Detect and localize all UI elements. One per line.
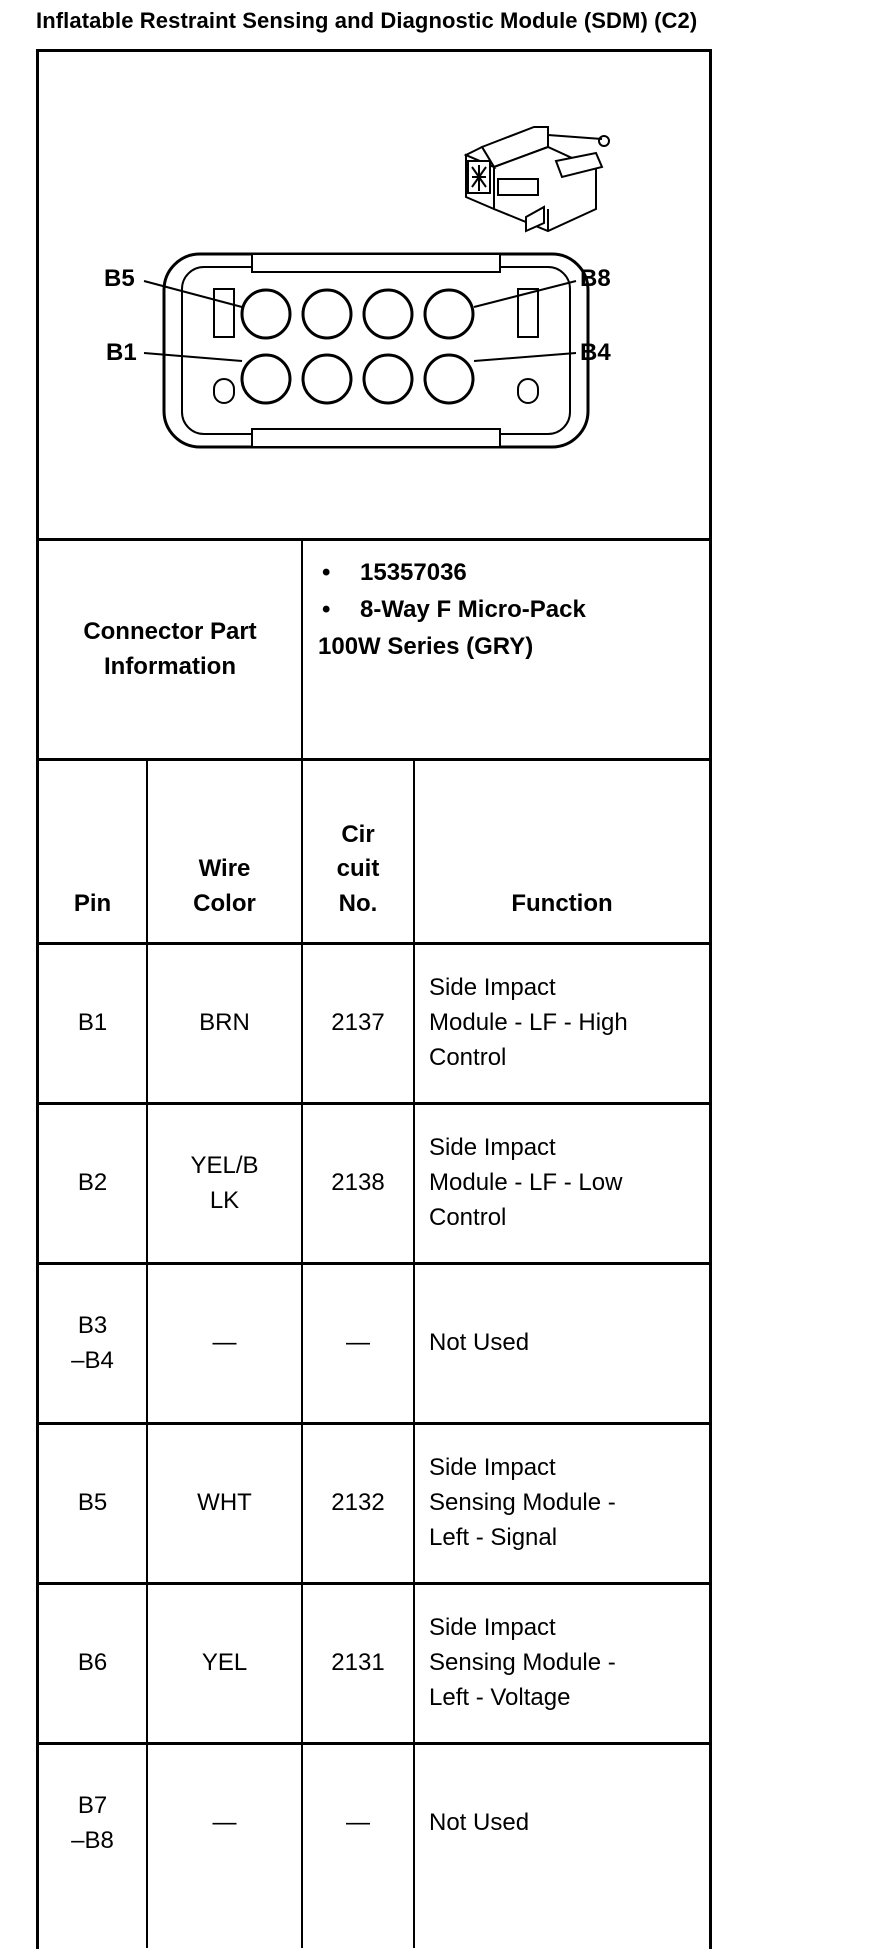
cell-circuit	[303, 1105, 413, 1262]
header-circuit-line: No.	[338, 890, 378, 918]
pin-text: B5	[77, 1489, 108, 1517]
part-number-bullet: • 15357036	[322, 559, 467, 586]
page-title: Inflatable Restraint Sensing and Diagnostic Module (SDM) (C2)	[36, 8, 698, 33]
connector-face-svg	[36, 49, 712, 541]
circuit-text: —	[346, 1329, 370, 1357]
pin-b2	[303, 355, 351, 403]
cell-wire	[148, 1425, 301, 1582]
cell-function	[415, 1585, 709, 1742]
label-b5: B5	[104, 265, 135, 292]
wire-text: WHT	[197, 1489, 252, 1517]
connector-diagram	[36, 49, 712, 541]
function-text: Left - Voltage	[429, 1683, 571, 1711]
cell-pin	[39, 1585, 146, 1742]
header-function	[415, 761, 709, 942]
wire-text: YEL	[201, 1649, 248, 1677]
function-text: Sensing Module -	[429, 1649, 616, 1677]
header-circuit-line: cuit	[336, 855, 380, 883]
function-text: Side Impact	[429, 1454, 556, 1482]
pin-cavities	[242, 290, 473, 403]
pin-text: –B4	[71, 1346, 114, 1374]
header-circuit-no	[303, 761, 413, 942]
cell-wire	[148, 1745, 301, 1902]
cell-wire	[148, 945, 301, 1102]
function-text: Sensing Module -	[429, 1489, 616, 1517]
header-circuit-line: Cir	[341, 820, 375, 848]
pin-text: B2	[77, 1169, 108, 1197]
wire-text: —	[212, 1809, 237, 1837]
pin-text: B6	[77, 1649, 108, 1677]
pin-leader-lines	[144, 281, 576, 361]
function-text: Not Used	[429, 1329, 530, 1357]
pin-text: B3	[77, 1311, 108, 1339]
function-text: Module - LF - High	[429, 1009, 628, 1037]
circuit-text: 2131	[331, 1649, 385, 1677]
cell-function	[415, 1745, 709, 1902]
cell-wire	[148, 1265, 301, 1422]
pin-text: –B8	[71, 1826, 114, 1854]
header-wire-line: Color	[193, 890, 256, 918]
connector-info-label-line: Information	[103, 652, 236, 680]
cell-function	[415, 1105, 709, 1262]
connector-type: 8-Way F Micro-Pack	[360, 596, 586, 624]
circuit-text: 2138	[331, 1169, 385, 1197]
pin-text: B1	[77, 1009, 108, 1037]
wire-text: BRN	[199, 1009, 250, 1037]
header-wire-line: Wire	[198, 855, 251, 883]
label-b8: B8	[580, 265, 611, 292]
function-text: Side Impact	[429, 974, 556, 1002]
connector-3d-icon	[466, 127, 609, 231]
cell-wire	[148, 1585, 301, 1742]
label-b1: B1	[106, 339, 137, 366]
connector-series: 100W Series (GRY)	[318, 633, 534, 661]
cell-pin	[39, 1265, 146, 1422]
label-b4: B4	[580, 339, 611, 366]
header-pin	[39, 761, 146, 942]
pin-b7	[364, 290, 412, 338]
pin-b4	[425, 355, 473, 403]
function-text: Left - Signal	[429, 1523, 558, 1551]
wire-text: LK	[209, 1186, 240, 1214]
function-text: Side Impact	[429, 1134, 556, 1162]
function-text: Side Impact	[429, 1614, 556, 1642]
part-number: 15357036	[360, 559, 467, 586]
header-pin-text: Pin	[73, 890, 112, 918]
pin-b3	[364, 355, 412, 403]
cell-circuit	[303, 1745, 413, 1902]
cell-function	[415, 1425, 709, 1582]
cell-function	[415, 1265, 709, 1422]
header-function-text: Function	[511, 890, 613, 918]
circuit-text: 2132	[331, 1489, 385, 1517]
pin-b1	[242, 355, 290, 403]
cell-circuit	[303, 1265, 413, 1422]
function-text: Not Used	[429, 1809, 530, 1837]
cell-circuit	[303, 1425, 413, 1582]
pin-b6	[303, 290, 351, 338]
pin-b5	[242, 290, 290, 338]
cell-pin	[39, 945, 146, 1102]
header-wire-color	[148, 761, 301, 942]
function-text: Control	[429, 1203, 507, 1231]
cell-pin	[39, 1745, 146, 1902]
cell-pin	[39, 1105, 146, 1262]
connector-info-label-line: Connector Part	[83, 617, 257, 645]
wire-text: —	[212, 1329, 237, 1357]
wire-text: YEL/B	[190, 1151, 259, 1179]
connector-face	[164, 254, 588, 447]
connector-type-bullet: • 8-Way F Micro-Pack	[322, 596, 586, 624]
connector-info-label	[39, 541, 301, 758]
cell-function	[415, 945, 709, 1102]
connector-info-values	[318, 554, 698, 666]
cell-circuit	[303, 945, 413, 1102]
function-text: Control	[429, 1043, 507, 1071]
cell-circuit	[303, 1585, 413, 1742]
circuit-text: 2137	[331, 1009, 385, 1037]
function-text: Module - LF - Low	[429, 1169, 623, 1197]
pin-b8	[425, 290, 473, 338]
cell-wire	[148, 1105, 301, 1262]
cell-pin	[39, 1425, 146, 1582]
circuit-text: —	[346, 1809, 370, 1837]
pin-text: B7	[77, 1791, 108, 1819]
